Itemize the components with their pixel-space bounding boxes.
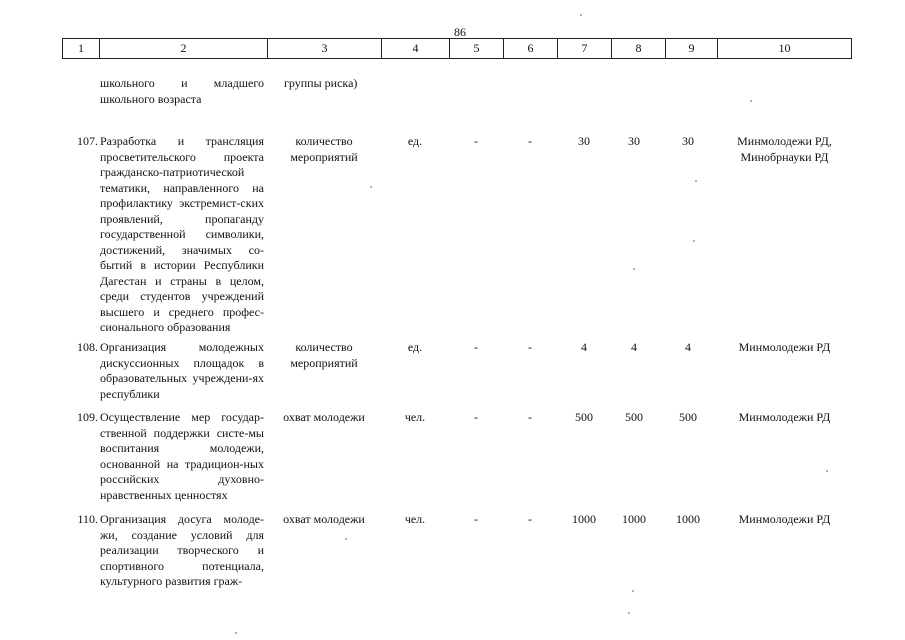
row-unit: чел. bbox=[404, 512, 426, 526]
row-executor: Минмолодежи РД, Минобрнауки РД bbox=[737, 134, 832, 164]
row-col8: 1000 bbox=[622, 512, 646, 526]
scan-speck bbox=[826, 470, 828, 472]
row-col7: 1000 bbox=[572, 512, 596, 526]
row-description: Организация молодежных дискуссионных площадок в образовательных учреждени-ях республики bbox=[100, 340, 264, 401]
scan-speck bbox=[580, 14, 582, 16]
row-unit: чел. bbox=[404, 410, 426, 424]
column-header-8: 8 bbox=[611, 39, 665, 58]
row-col6: - bbox=[528, 134, 532, 148]
row-unit: ед. bbox=[407, 340, 423, 354]
table-header-row bbox=[62, 38, 852, 59]
scan-speck bbox=[750, 100, 752, 102]
column-header-5: 5 bbox=[449, 39, 503, 58]
row-col6: - bbox=[528, 340, 532, 354]
row-description: Разработка и трансляция просветительского проекта гражданско-патриотической тематики, направленного на профилактику экстремист-ских проявлений, пропаганду государственной символики, достижений, значимых со-бытий в истории Республики Дагестан и страны в целом, среди студентов учреждений высшего и среднего профес-сионального образования bbox=[100, 134, 264, 334]
column-header-6: 6 bbox=[503, 39, 557, 58]
column-header-1: 1 bbox=[62, 39, 99, 58]
column-header-7: 7 bbox=[557, 39, 611, 58]
row-indicator: охват молодежи bbox=[283, 410, 365, 424]
row-executor: Минмолодежи РД bbox=[738, 340, 831, 354]
row-unit: ед. bbox=[407, 134, 423, 148]
row-indicator: охват молодежи bbox=[283, 512, 365, 526]
row-col8: 500 bbox=[625, 410, 643, 424]
row-number: 108. bbox=[77, 340, 98, 354]
column-header-4: 4 bbox=[381, 39, 449, 58]
scan-speck bbox=[235, 632, 237, 634]
column-header-9: 9 bbox=[665, 39, 717, 58]
row-col5: - bbox=[474, 512, 478, 526]
row-col9: 4 bbox=[685, 340, 691, 354]
row-col9: 1000 bbox=[676, 512, 700, 526]
scan-speck bbox=[628, 612, 630, 614]
scan-speck bbox=[693, 240, 695, 242]
column-header-3: 3 bbox=[267, 39, 381, 58]
row-col8: 30 bbox=[628, 134, 640, 148]
column-header-2: 2 bbox=[99, 39, 267, 58]
row-col5: - bbox=[474, 134, 478, 148]
row-number: 110. bbox=[77, 512, 98, 526]
column-header-10: 10 bbox=[717, 39, 852, 58]
row-description: Осуществление мер государ-ственной поддержки систе-мы воспитания молодежи, основанной на традицион-ных российских духовно-нравственных ценностях bbox=[100, 410, 264, 502]
row-col7: 500 bbox=[575, 410, 593, 424]
row-indicator: количество мероприятий bbox=[290, 340, 358, 370]
row-col5: - bbox=[474, 410, 478, 424]
row-col7: 4 bbox=[581, 340, 587, 354]
row-col8: 4 bbox=[631, 340, 637, 354]
row-col9: 30 bbox=[682, 134, 694, 148]
row-col7: 30 bbox=[578, 134, 590, 148]
row-col6: - bbox=[528, 410, 532, 424]
row-number: 109. bbox=[77, 410, 98, 424]
page-number: 86 bbox=[454, 25, 466, 39]
row-col6: - bbox=[528, 512, 532, 526]
row-description: школьного и младшего школьного возраста bbox=[100, 76, 264, 106]
row-executor: Минмолодежи РД bbox=[738, 512, 831, 526]
row-indicator: группы риска) bbox=[284, 76, 358, 90]
scan-speck bbox=[695, 180, 697, 182]
row-indicator: количество мероприятий bbox=[290, 134, 358, 164]
row-description: Организация досуга молоде-жи, создание условий для реализации творческого и спортивного потенциала, культурного развития граж- bbox=[100, 512, 264, 588]
row-col5: - bbox=[474, 340, 478, 354]
scan-speck bbox=[345, 538, 347, 540]
row-executor: Минмолодежи РД bbox=[738, 410, 831, 424]
scan-speck bbox=[370, 186, 372, 188]
row-col9: 500 bbox=[679, 410, 697, 424]
row-number: 107. bbox=[77, 134, 98, 148]
scan-speck bbox=[632, 590, 634, 592]
scan-speck bbox=[633, 268, 635, 270]
